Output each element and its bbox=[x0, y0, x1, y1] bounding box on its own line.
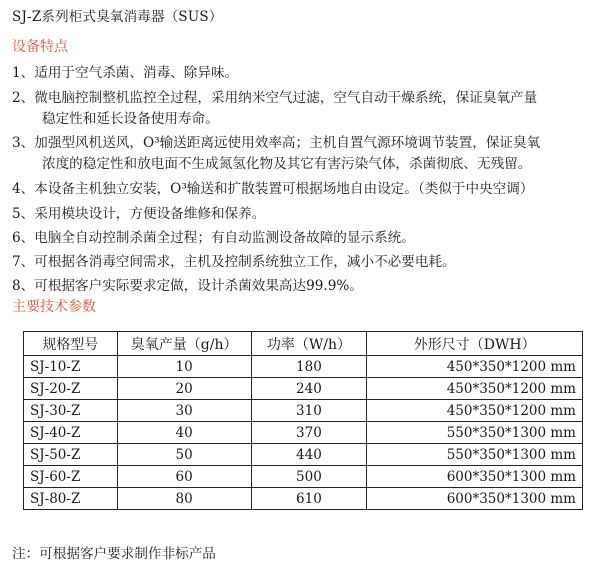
cell-ozone: 40 bbox=[117, 422, 251, 444]
footnote: 注：可根据客户要求制作非标产品 bbox=[12, 546, 216, 562]
header-dimensions: 外形尺寸（DWH） bbox=[367, 332, 583, 356]
cell-power: 180 bbox=[251, 356, 367, 378]
header-model: 规格型号 bbox=[24, 332, 118, 356]
feature-item-7: 7、可根据各消毒空间需求，主机及控制系统独立工作，减小不必要电耗。 bbox=[12, 254, 456, 270]
cell-ozone: 50 bbox=[117, 444, 251, 466]
table-row bbox=[24, 444, 583, 466]
cell-model: SJ-60-Z bbox=[24, 466, 118, 488]
header-power: 功率（W/h） bbox=[251, 332, 367, 356]
cell-power: 240 bbox=[251, 378, 367, 400]
feature-item-8: 8、可根据客户实际要求定做，设计杀菌效果高达99.9%。 bbox=[12, 278, 363, 294]
cell-dimensions: 450*350*1200 mm bbox=[367, 400, 583, 422]
cell-ozone: 80 bbox=[117, 488, 251, 510]
cell-power: 370 bbox=[251, 422, 367, 444]
cell-model: SJ-40-Z bbox=[24, 422, 118, 444]
table-row bbox=[24, 422, 583, 444]
cell-dimensions: 450*350*1200 mm bbox=[367, 378, 583, 400]
feature-item-4: 4、本设备主机独立安装，O³输送和扩散装置可根据场地自由设定。（类似于中央空调） bbox=[12, 181, 534, 197]
cell-dimensions: 550*350*1300 mm bbox=[367, 422, 583, 444]
feature-item-5: 5、采用模块设计，方便设备维修和保养。 bbox=[12, 206, 266, 222]
header-ozone-output: 臭氧产量（g/h） bbox=[117, 332, 251, 356]
cell-ozone: 60 bbox=[117, 466, 251, 488]
cell-power: 310 bbox=[251, 400, 367, 422]
feature-item-3-cont: 浓度的稳定性和放电面不生成氮氢化物及其它有害污染气体，杀菌彻底、无残留。 bbox=[42, 156, 532, 172]
cell-power: 610 bbox=[251, 488, 367, 510]
spec-table bbox=[23, 331, 583, 510]
page-title: SJ-Z系列柜式臭氧消毒器（SUS） bbox=[12, 9, 223, 25]
cell-model: SJ-80-Z bbox=[24, 488, 118, 510]
cell-model: SJ-20-Z bbox=[24, 378, 118, 400]
cell-dimensions: 600*350*1300 mm bbox=[367, 466, 583, 488]
cell-dimensions: 600*350*1300 mm bbox=[367, 488, 583, 510]
table-row bbox=[24, 378, 583, 400]
cell-dimensions: 450*350*1200 mm bbox=[367, 356, 583, 378]
table-row bbox=[24, 488, 583, 510]
cell-ozone: 10 bbox=[117, 356, 251, 378]
cell-model: SJ-10-Z bbox=[24, 356, 118, 378]
feature-item-2-cont: 稳定性和延长设备使用寿命。 bbox=[42, 111, 219, 127]
cell-ozone: 30 bbox=[117, 400, 251, 422]
feature-item-6: 6、电脑全自动控制杀菌全过程；有自动监测设备故障的显示系统。 bbox=[12, 230, 415, 246]
feature-item-1: 1、适用于空气杀菌、消毒、除异味。 bbox=[12, 65, 239, 81]
table-row bbox=[24, 356, 583, 378]
cell-dimensions: 550*350*1300 mm bbox=[367, 444, 583, 466]
table-row bbox=[24, 466, 583, 488]
cell-power: 500 bbox=[251, 466, 367, 488]
params-heading: 主要技术参数 bbox=[12, 299, 96, 315]
cell-ozone: 20 bbox=[117, 378, 251, 400]
table-row bbox=[24, 400, 583, 422]
cell-power: 440 bbox=[251, 444, 367, 466]
table-header-row bbox=[24, 332, 583, 356]
feature-item-2: 2、微电脑控制整机监控全过程，采用纳米空气过滤，空气自动干燥系统，保证臭氧产量 bbox=[12, 90, 538, 106]
cell-model: SJ-50-Z bbox=[24, 444, 118, 466]
feature-item-3: 3、加强型风机送风，O³输送距离远使用效率高；主机自置气源环境调节装置，保证臭氧 bbox=[12, 135, 541, 151]
cell-model: SJ-30-Z bbox=[24, 400, 118, 422]
features-heading: 设备特点 bbox=[12, 39, 68, 55]
